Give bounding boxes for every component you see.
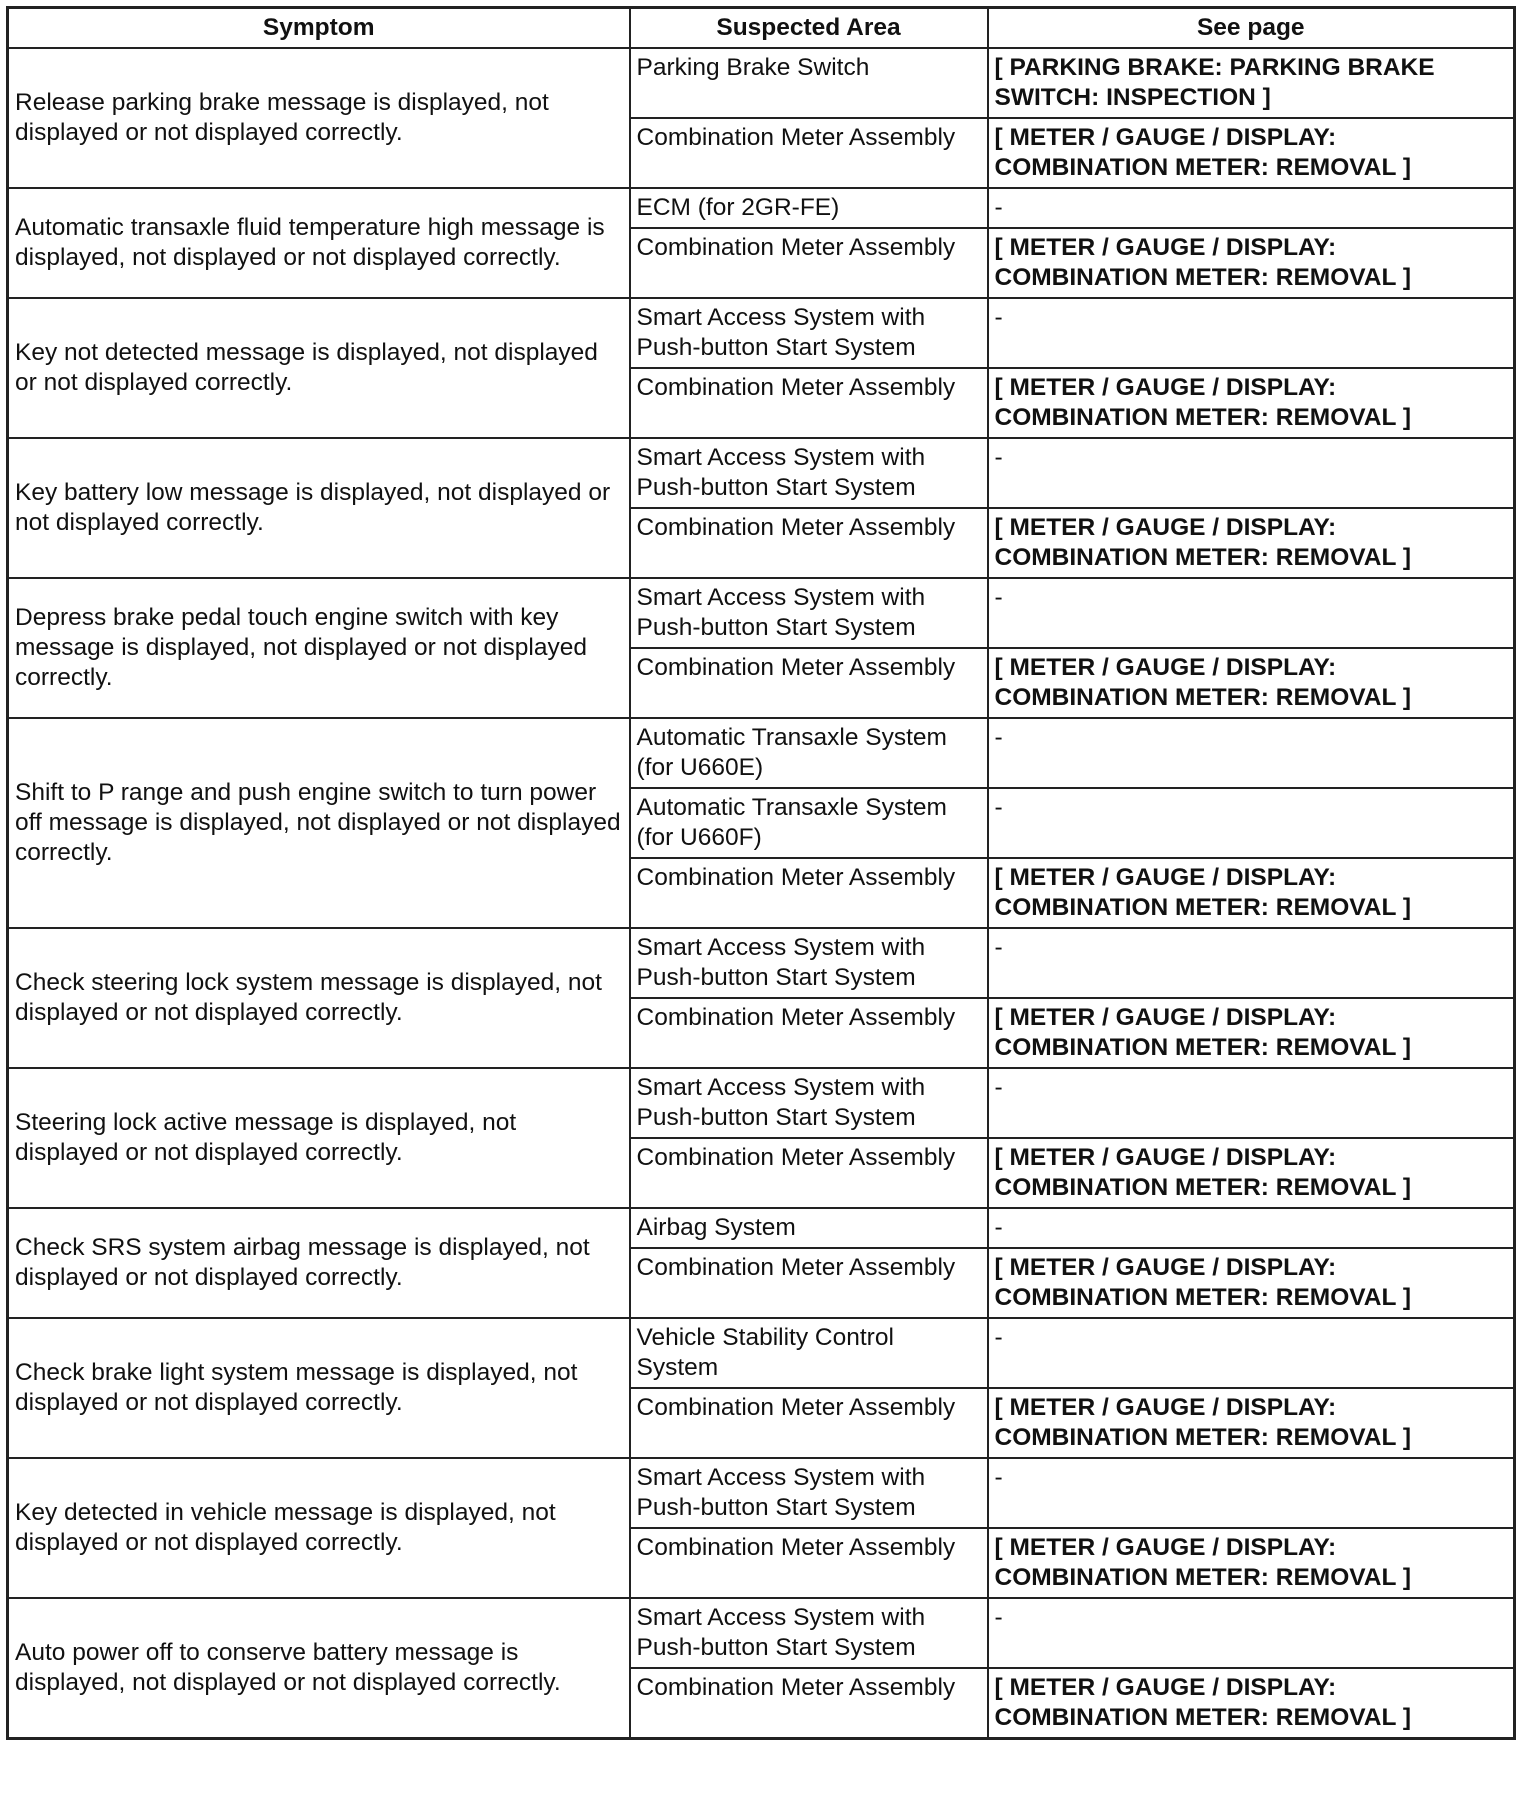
see-page-cell: [ METER / GAUGE / DISPLAY: COMBINATION METER: REMOVAL ]: [988, 998, 1515, 1068]
suspected-area-cell: Combination Meter Assembly: [630, 1388, 988, 1458]
suspected-area-cell: Smart Access System with Push-button Start System: [630, 438, 988, 508]
table-row: [8, 1598, 1515, 1668]
symptom-cell: Key not detected message is displayed, not displayed or not displayed correctly.: [8, 298, 630, 438]
see-page-cell: -: [988, 1208, 1515, 1248]
see-page-cell: -: [988, 1068, 1515, 1138]
suspected-area-cell: Combination Meter Assembly: [630, 118, 988, 188]
table-row: [8, 1068, 1515, 1138]
symptom-cell: Release parking brake message is displayed, not displayed or not displayed correctly.: [8, 48, 630, 188]
see-page-cell: -: [988, 298, 1515, 368]
suspected-area-cell: Combination Meter Assembly: [630, 1138, 988, 1208]
suspected-area-cell: Combination Meter Assembly: [630, 1528, 988, 1598]
see-page-cell: [ METER / GAUGE / DISPLAY: COMBINATION METER: REMOVAL ]: [988, 1388, 1515, 1458]
suspected-area-cell: Combination Meter Assembly: [630, 1668, 988, 1739]
table-body: [8, 48, 1515, 1739]
suspected-area-cell: Combination Meter Assembly: [630, 648, 988, 718]
see-page-cell: [ METER / GAUGE / DISPLAY: COMBINATION METER: REMOVAL ]: [988, 1528, 1515, 1598]
suspected-area-cell: Smart Access System with Push-button Start System: [630, 928, 988, 998]
see-page-cell: [ METER / GAUGE / DISPLAY: COMBINATION METER: REMOVAL ]: [988, 1138, 1515, 1208]
table-row: [8, 1458, 1515, 1528]
symptom-cell: Shift to P range and push engine switch to turn power off message is displayed, not displayed or not displayed correctly.: [8, 718, 630, 928]
table-row: [8, 1318, 1515, 1388]
see-page-cell: [ METER / GAUGE / DISPLAY: COMBINATION METER: REMOVAL ]: [988, 508, 1515, 578]
symptom-cell: Key battery low message is displayed, not displayed or not displayed correctly.: [8, 438, 630, 578]
suspected-area-cell: Smart Access System with Push-button Start System: [630, 578, 988, 648]
suspected-area-cell: Combination Meter Assembly: [630, 858, 988, 928]
see-page-cell: -: [988, 1318, 1515, 1388]
suspected-area-cell: Vehicle Stability Control System: [630, 1318, 988, 1388]
see-page-cell: [ METER / GAUGE / DISPLAY: COMBINATION METER: REMOVAL ]: [988, 118, 1515, 188]
suspected-area-cell: Smart Access System with Push-button Start System: [630, 298, 988, 368]
suspected-area-cell: Automatic Transaxle System (for U660F): [630, 788, 988, 858]
suspected-area-cell: Smart Access System with Push-button Start System: [630, 1598, 988, 1668]
symptom-cell: Check SRS system airbag message is displayed, not displayed or not displayed correctly.: [8, 1208, 630, 1318]
see-page-cell: -: [988, 928, 1515, 998]
symptom-cell: Depress brake pedal touch engine switch with key message is displayed, not displayed or not displayed correctly.: [8, 578, 630, 718]
see-page-cell: [ METER / GAUGE / DISPLAY: COMBINATION METER: REMOVAL ]: [988, 1248, 1515, 1318]
symptom-cell: Auto power off to conserve battery message is displayed, not displayed or not displayed correctly.: [8, 1598, 630, 1739]
symptom-cell: Key detected in vehicle message is displayed, not displayed or not displayed correctly.: [8, 1458, 630, 1598]
see-page-cell: [ PARKING BRAKE: PARKING BRAKE SWITCH: INSPECTION ]: [988, 48, 1515, 118]
symptom-cell: Check brake light system message is displayed, not displayed or not displayed correctly.: [8, 1318, 630, 1458]
header-symptom: Symptom: [8, 8, 630, 49]
suspected-area-cell: Automatic Transaxle System (for U660E): [630, 718, 988, 788]
table-row: [8, 1208, 1515, 1248]
suspected-area-cell: Combination Meter Assembly: [630, 508, 988, 578]
suspected-area-cell: Combination Meter Assembly: [630, 1248, 988, 1318]
table-row: [8, 718, 1515, 788]
table-row: [8, 48, 1515, 118]
suspected-area-cell: Airbag System: [630, 1208, 988, 1248]
see-page-cell: -: [988, 438, 1515, 508]
table-row: [8, 188, 1515, 228]
table-row: [8, 298, 1515, 368]
suspected-area-cell: Smart Access System with Push-button Start System: [630, 1068, 988, 1138]
suspected-area-cell: Combination Meter Assembly: [630, 998, 988, 1068]
table-row: [8, 578, 1515, 648]
symptom-table: [6, 6, 1516, 1740]
see-page-cell: -: [988, 718, 1515, 788]
suspected-area-cell: Combination Meter Assembly: [630, 228, 988, 298]
see-page-cell: -: [988, 188, 1515, 228]
see-page-cell: [ METER / GAUGE / DISPLAY: COMBINATION METER: REMOVAL ]: [988, 228, 1515, 298]
see-page-cell: [ METER / GAUGE / DISPLAY: COMBINATION METER: REMOVAL ]: [988, 858, 1515, 928]
header-see-page: See page: [988, 8, 1515, 49]
see-page-cell: -: [988, 1458, 1515, 1528]
suspected-area-cell: Smart Access System with Push-button Start System: [630, 1458, 988, 1528]
symptom-cell: Steering lock active message is displayed, not displayed or not displayed correctly.: [8, 1068, 630, 1208]
suspected-area-cell: ECM (for 2GR-FE): [630, 188, 988, 228]
symptom-cell: Check steering lock system message is displayed, not displayed or not displayed correctly.: [8, 928, 630, 1068]
see-page-cell: -: [988, 1598, 1515, 1668]
header-suspected-area: Suspected Area: [630, 8, 988, 49]
see-page-cell: -: [988, 788, 1515, 858]
header-row: [8, 8, 1515, 49]
see-page-cell: -: [988, 578, 1515, 648]
symptom-cell: Automatic transaxle fluid temperature high message is displayed, not displayed or not displayed correctly.: [8, 188, 630, 298]
see-page-cell: [ METER / GAUGE / DISPLAY: COMBINATION METER: REMOVAL ]: [988, 648, 1515, 718]
suspected-area-cell: Parking Brake Switch: [630, 48, 988, 118]
see-page-cell: [ METER / GAUGE / DISPLAY: COMBINATION METER: REMOVAL ]: [988, 1668, 1515, 1739]
see-page-cell: [ METER / GAUGE / DISPLAY: COMBINATION METER: REMOVAL ]: [988, 368, 1515, 438]
suspected-area-cell: Combination Meter Assembly: [630, 368, 988, 438]
table-row: [8, 438, 1515, 508]
table-row: [8, 928, 1515, 998]
